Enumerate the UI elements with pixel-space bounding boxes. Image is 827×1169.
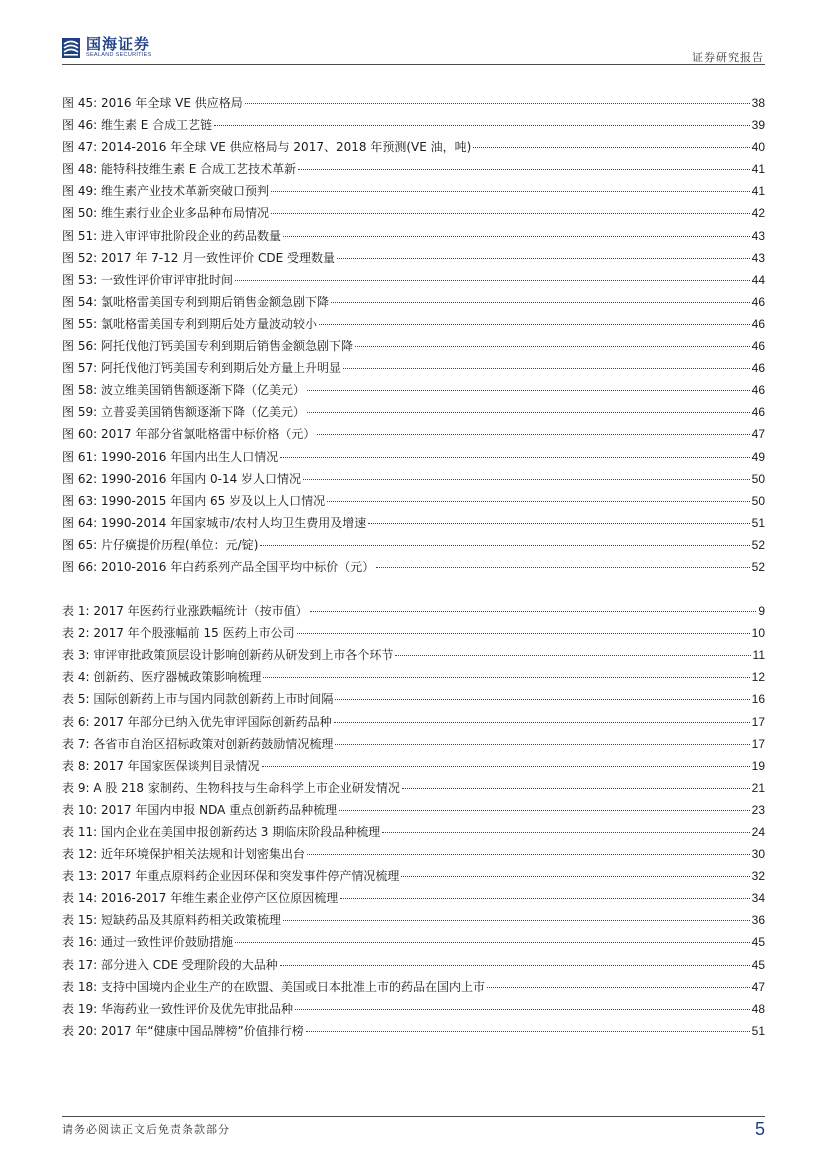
- entry-title: 2017 年国内申报 NDA 重点创新药品种梳理: [100, 802, 338, 817]
- entry-page-number: 50: [751, 493, 765, 508]
- company-logo: [62, 36, 152, 59]
- entry-title: 维生素行业企业多品种布局情况: [100, 206, 269, 221]
- entry-page-number: 49: [751, 449, 765, 464]
- dot-leader: [214, 125, 749, 126]
- entry-label: 表 3:: [62, 648, 90, 663]
- entry-title: 阿托伐他汀钙美国专利到期后销售金额急剧下降: [100, 339, 353, 354]
- entry-title: 国际创新药上市与国内同款创新药上市时间隔: [93, 692, 334, 707]
- entry-page-number: 51: [751, 1023, 765, 1038]
- entry-page-number: 36: [751, 913, 765, 928]
- entry-title: 2017 年国家医保谈判目录情况: [93, 758, 260, 773]
- table-entry[interactable]: [62, 733, 765, 755]
- dot-leader: [280, 457, 749, 458]
- table-entry[interactable]: [62, 976, 765, 998]
- table-entry[interactable]: [62, 909, 765, 931]
- entry-title: 波立维美国销售额逐渐下降（亿美元）: [100, 383, 305, 398]
- logo-english-name: SEALAND SECURITIES: [86, 52, 152, 58]
- table-entry[interactable]: [62, 998, 765, 1020]
- dot-leader: [303, 479, 750, 480]
- entry-title: 国内企业在美国申报创新药达 3 期临床阶段品种梳理: [100, 825, 381, 839]
- entry-page-number: 42: [751, 206, 765, 221]
- sealand-logo-icon: [62, 38, 80, 58]
- entry-title: 部分进入 CDE 受理阶段的大品种: [100, 957, 278, 972]
- entry-page-number: 34: [751, 891, 765, 906]
- entry-title: 各省市自治区招标政策对创新药鼓励情况梳理: [93, 736, 334, 751]
- entry-label: 图 53:: [62, 272, 98, 287]
- dot-leader: [368, 523, 749, 524]
- entry-label: 表 10:: [62, 802, 98, 817]
- entry-label: 表 8:: [62, 758, 90, 773]
- entry-page-number: 46: [751, 294, 765, 309]
- entry-label: 图 59:: [62, 405, 98, 420]
- dot-leader: [395, 655, 750, 656]
- entry-label: 图 46:: [62, 118, 98, 133]
- figure-entry[interactable]: [62, 313, 765, 335]
- entry-title: 维生素 E 合成工艺链: [100, 118, 213, 133]
- entry-label: 表 2:: [62, 626, 90, 641]
- entry-label: 表 19:: [62, 1001, 98, 1016]
- entry-title: 华海药业一致性评价及优先审批品种: [100, 1001, 293, 1016]
- entry-page-number: 9: [758, 604, 765, 619]
- entry-label: 图 50:: [62, 206, 98, 221]
- table-entry[interactable]: [62, 799, 765, 821]
- dot-leader: [298, 169, 749, 170]
- figure-entry[interactable]: [62, 401, 765, 423]
- figure-entry[interactable]: [62, 136, 765, 158]
- entry-page-number: 41: [751, 162, 765, 177]
- figure-list: [62, 92, 765, 578]
- figure-entry[interactable]: [62, 158, 765, 180]
- entry-title: 2017 年医药行业涨跌幅统计（按市值）: [93, 604, 308, 619]
- table-entry[interactable]: [62, 666, 765, 688]
- entry-label: 图 62:: [62, 471, 98, 486]
- entry-label: 表 11:: [62, 825, 98, 839]
- entry-page-number: 45: [751, 957, 765, 972]
- table-entry[interactable]: [62, 1020, 765, 1042]
- entry-title: 2017 年 7-12 月一致性评价 CDE 受理数量: [100, 250, 336, 265]
- dot-leader: [262, 766, 750, 767]
- entry-label: 表 18:: [62, 979, 98, 994]
- entry-label: 图 63:: [62, 493, 98, 508]
- entry-label: 表 7:: [62, 736, 90, 751]
- entry-label: 表 16:: [62, 935, 98, 950]
- entry-label: 图 64:: [62, 515, 98, 530]
- entry-label: 表 15:: [62, 913, 98, 928]
- entry-page-number: 23: [751, 802, 765, 817]
- table-entry[interactable]: [62, 688, 765, 710]
- dot-leader: [310, 611, 757, 612]
- entry-label: 图 61:: [62, 449, 98, 464]
- entry-label: 表 5:: [62, 692, 90, 707]
- entry-title: 2017 年部分省氯吡格雷中标价格（元）: [100, 427, 316, 442]
- dot-leader: [263, 677, 749, 678]
- figure-entry[interactable]: [62, 446, 765, 468]
- entry-page-number: 10: [751, 626, 765, 641]
- entry-label: 图 54:: [62, 294, 98, 309]
- entry-title: 1990-2014 年国家城市/农村人均卫生费用及增速: [100, 515, 367, 530]
- entry-page-number: 46: [751, 383, 765, 398]
- entry-title: 2017 年“健康中国品牌榜”价值排行榜: [100, 1023, 304, 1038]
- entry-title: 2010-2016 年白药系列产品全国平均中标价（元）: [100, 559, 375, 574]
- entry-label: 图 58:: [62, 383, 98, 398]
- entry-label: 表 6:: [62, 714, 90, 729]
- entry-title: 能特科技维生素 E 合成工艺技术革新: [100, 162, 297, 177]
- entry-label: 表 1:: [62, 604, 90, 619]
- entry-title: 2017 年部分已纳入优先审评国际创新药品种: [93, 714, 332, 729]
- table-entry[interactable]: [62, 887, 765, 909]
- figure-entry[interactable]: [62, 247, 765, 269]
- entry-page-number: 46: [751, 339, 765, 354]
- footer-divider: [62, 1116, 765, 1117]
- entry-label: 图 66:: [62, 559, 98, 574]
- dot-leader: [245, 103, 750, 104]
- entry-title: 通过一致性评价鼓励措施: [100, 935, 233, 950]
- figure-entry[interactable]: [62, 114, 765, 136]
- entry-title: A 股 218 家制药、生物科技与生命科学上市企业研发情况: [93, 780, 400, 795]
- dot-leader: [271, 191, 750, 192]
- figure-entry[interactable]: [62, 512, 765, 534]
- entry-label: 表 17:: [62, 957, 98, 972]
- dot-leader: [283, 236, 750, 237]
- entry-label: 图 65:: [62, 537, 98, 552]
- dot-leader: [235, 942, 750, 943]
- entry-page-number: 16: [751, 692, 765, 707]
- entry-page-number: 24: [751, 825, 765, 839]
- figure-entry[interactable]: [62, 534, 765, 556]
- entry-title: 1990-2015 年国内 65 岁及以上人口情况: [100, 493, 326, 508]
- entry-page-number: 52: [751, 559, 765, 574]
- entry-label: 表 4:: [62, 670, 90, 685]
- dot-leader: [307, 390, 750, 391]
- dot-leader: [283, 920, 750, 921]
- entry-title: 2016 年全球 VE 供应格局: [100, 96, 243, 110]
- entry-page-number: 12: [751, 670, 765, 685]
- entry-label: 图 55:: [62, 316, 98, 331]
- dot-leader: [327, 501, 750, 502]
- table-entry[interactable]: [62, 711, 765, 733]
- dot-leader: [487, 987, 750, 988]
- entry-title: 阿托伐他汀钙美国专利到期后处方量上升明显: [100, 361, 341, 376]
- dot-leader: [335, 699, 749, 700]
- header-divider: [62, 64, 765, 65]
- disclaimer-text: 请务必阅读正文后免责条款部分: [62, 1123, 230, 1136]
- entry-title: 支持中国境内企业生产的在欧盟、美国或日本批准上市的药品在国内上市: [100, 979, 485, 994]
- entry-title: 2017 年个股涨幅前 15 医药上市公司: [93, 626, 295, 641]
- entry-page-number: 38: [751, 96, 765, 110]
- entry-page-number: 43: [751, 228, 765, 243]
- entry-label: 图 45:: [62, 96, 98, 110]
- figure-entry[interactable]: [62, 556, 765, 578]
- entry-page-number: 45: [751, 935, 765, 950]
- entry-page-number: 11: [752, 648, 765, 663]
- table-entry[interactable]: [62, 777, 765, 799]
- entry-page-number: 40: [751, 140, 765, 155]
- page-header: [0, 0, 827, 70]
- entry-title: 片仔癀提价历程(单位：元/锭): [100, 537, 259, 552]
- dot-leader: [382, 832, 749, 833]
- table-entry[interactable]: [62, 644, 765, 666]
- entry-title: 氯吡格雷美国专利到期后处方量波动较小: [100, 316, 317, 331]
- figure-entry[interactable]: [62, 335, 765, 357]
- table-of-contents: [62, 92, 765, 1042]
- entry-label: 图 60:: [62, 427, 98, 442]
- dot-leader: [235, 280, 750, 281]
- figure-entry[interactable]: [62, 357, 765, 379]
- figure-entry[interactable]: [62, 379, 765, 401]
- entry-title: 2014-2016 年全球 VE 供应格局与 2017、2018 年预测(VE 油，吨): [100, 140, 472, 155]
- entry-title: 短缺药品及其原料药相关政策梳理: [100, 913, 281, 928]
- entry-page-number: 19: [751, 758, 765, 773]
- entry-label: 图 49:: [62, 184, 98, 199]
- figure-entry[interactable]: [62, 490, 765, 512]
- figure-entry[interactable]: [62, 468, 765, 490]
- table-entry[interactable]: [62, 600, 765, 622]
- figure-entry[interactable]: [62, 180, 765, 202]
- dot-leader: [331, 302, 750, 303]
- entry-title: 进入审评审批阶段企业的药品数量: [100, 228, 281, 243]
- entry-title: 立普妥美国销售额逐渐下降（亿美元）: [100, 405, 305, 420]
- entry-page-number: 43: [751, 250, 765, 265]
- document-type-label: 证券研究报告: [692, 51, 764, 64]
- figure-entry[interactable]: [62, 291, 765, 313]
- entry-label: 图 52:: [62, 250, 98, 265]
- dot-leader: [340, 898, 749, 899]
- dot-leader: [317, 434, 749, 435]
- entry-page-number: 47: [751, 979, 765, 994]
- entry-label: 图 47:: [62, 140, 98, 155]
- figure-entry[interactable]: [62, 423, 765, 445]
- entry-page-number: 44: [751, 272, 765, 287]
- entry-page-number: 48: [751, 1001, 765, 1016]
- dot-leader: [376, 567, 749, 568]
- figure-entry[interactable]: [62, 269, 765, 291]
- dot-leader: [473, 147, 749, 148]
- dot-leader: [339, 810, 749, 811]
- dot-leader: [355, 346, 750, 347]
- entry-title: 2017 年重点原料药企业因环保和突发事件停产情况梳理: [100, 869, 400, 884]
- entry-page-number: 21: [751, 780, 765, 795]
- section-gap: [62, 578, 765, 600]
- entry-title: 维生素产业技术革新突破口预判: [100, 184, 269, 199]
- entry-label: 表 13:: [62, 869, 98, 884]
- figure-entry[interactable]: [62, 202, 765, 224]
- dot-leader: [402, 788, 750, 789]
- entry-page-number: 39: [751, 118, 765, 133]
- logo-chinese-name: 国海证券: [86, 35, 151, 53]
- table-entry[interactable]: [62, 865, 765, 887]
- dot-leader: [260, 545, 749, 546]
- dot-leader: [335, 744, 749, 745]
- entry-label: 图 56:: [62, 339, 98, 354]
- entry-label: 表 12:: [62, 847, 98, 862]
- entry-title: 1990-2016 年国内 0-14 岁人口情况: [100, 471, 302, 486]
- entry-label: 表 9:: [62, 780, 90, 795]
- entry-title: 近年环境保护相关法规和计划密集出台: [100, 847, 305, 862]
- dot-leader: [319, 324, 750, 325]
- entry-page-number: 17: [751, 736, 765, 751]
- entry-label: 表 14:: [62, 891, 98, 906]
- table-entry[interactable]: [62, 843, 765, 865]
- entry-page-number: 46: [751, 361, 765, 376]
- table-entry[interactable]: [62, 755, 765, 777]
- entry-label: 图 51:: [62, 228, 98, 243]
- dot-leader: [280, 965, 750, 966]
- entry-page-number: 46: [751, 316, 765, 331]
- entry-page-number: 41: [751, 184, 765, 199]
- entry-title: 1990-2016 年国内出生人口情况: [100, 449, 279, 464]
- entry-title: 审评审批政策顶层设计影响创新药从研发到上市各个环节: [93, 648, 394, 663]
- entry-page-number: 50: [751, 471, 765, 486]
- entry-title: 一致性评价审评审批时间: [100, 272, 233, 287]
- table-entry[interactable]: [62, 821, 765, 843]
- entry-page-number: 52: [751, 537, 765, 552]
- dot-leader: [343, 368, 750, 369]
- dot-leader: [297, 633, 750, 634]
- figure-entry[interactable]: [62, 92, 765, 114]
- table-entry[interactable]: [62, 931, 765, 953]
- entry-page-number: 47: [751, 427, 765, 442]
- table-entry[interactable]: [62, 622, 765, 644]
- table-list: [62, 600, 765, 1042]
- dot-leader: [307, 412, 750, 413]
- dot-leader: [337, 258, 750, 259]
- entry-title: 氯吡格雷美国专利到期后销售金额急剧下降: [100, 294, 329, 309]
- entry-label: 表 20:: [62, 1023, 98, 1038]
- entry-title: 2016-2017 年维生素企业停产区位原因梳理: [100, 891, 339, 906]
- entry-label: 图 57:: [62, 361, 98, 376]
- dot-leader: [334, 722, 750, 723]
- entry-page-number: 30: [751, 847, 765, 862]
- entry-page-number: 51: [751, 515, 765, 530]
- figure-entry[interactable]: [62, 225, 765, 247]
- entry-page-number: 46: [751, 405, 765, 420]
- entry-label: 图 48:: [62, 162, 98, 177]
- dot-leader: [271, 213, 750, 214]
- table-entry[interactable]: [62, 954, 765, 976]
- page-number: 5: [754, 1119, 765, 1139]
- dot-leader: [401, 876, 749, 877]
- dot-leader: [295, 1009, 750, 1010]
- entry-page-number: 32: [751, 869, 765, 884]
- dot-leader: [306, 1031, 750, 1032]
- dot-leader: [307, 854, 750, 855]
- entry-page-number: 17: [751, 714, 765, 729]
- entry-title: 创新药、医疗器械政策影响梳理: [93, 670, 262, 685]
